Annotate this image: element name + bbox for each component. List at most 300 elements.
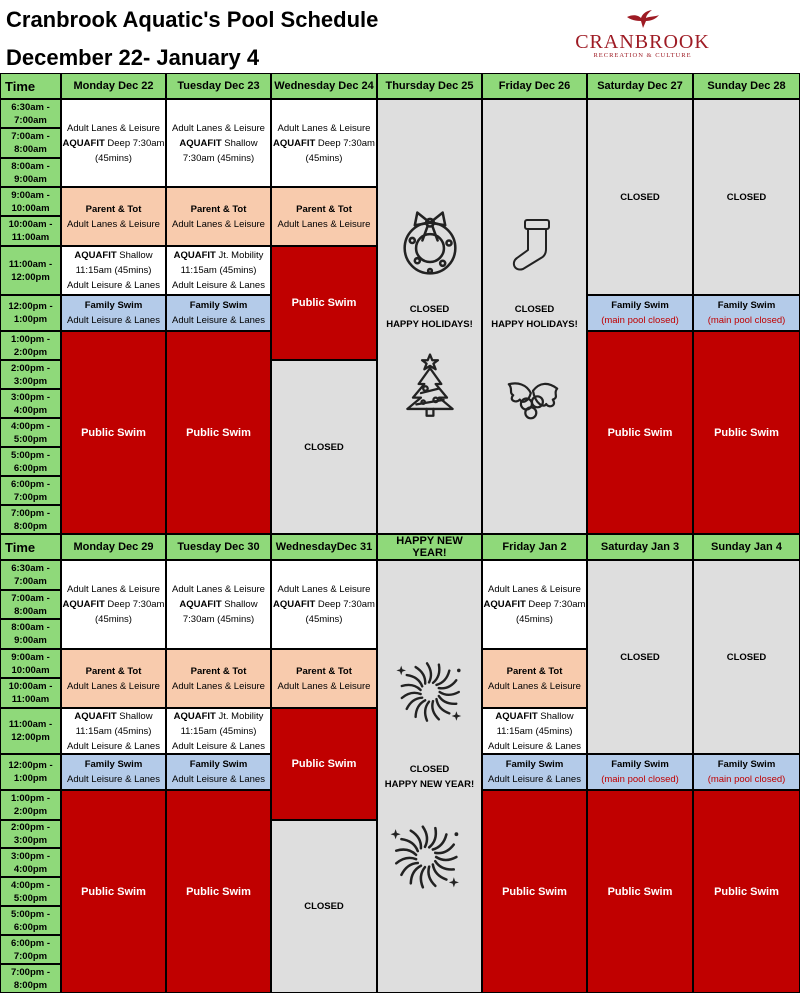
time-column-header: Time: [0, 534, 61, 560]
text-part: 11:15am (45mins): [180, 265, 257, 276]
new-year-closed-block: [377, 560, 482, 993]
time-slot-start: 11:00am -: [8, 719, 53, 730]
text-part: Parent & Tot: [296, 203, 352, 215]
schedule-text: [292, 758, 357, 770]
time-slot-end: 6:00pm: [13, 462, 48, 474]
public-swim-block: [166, 331, 271, 534]
text-part: Public Swim: [502, 885, 567, 898]
text-part: Public Swim: [714, 885, 779, 898]
schedule-text: [181, 263, 257, 278]
schedule-text: [67, 121, 160, 136]
text-part: CLOSED: [409, 303, 450, 315]
time-slot-start: 4:00pm -: [10, 420, 51, 432]
schedule-text: [190, 757, 248, 772]
text-part: CLOSED: [620, 651, 660, 663]
schedule-text: [191, 202, 247, 217]
text-part: Adult Lanes & Leisure: [277, 122, 371, 134]
family-swim-block: [166, 754, 271, 790]
closed-block: [693, 560, 800, 754]
schedule-text: [488, 582, 581, 597]
time-slot: [0, 935, 61, 964]
text-part: Public Swim: [291, 758, 357, 770]
adult-lanes-block: [61, 560, 166, 649]
text-part: Adult Leisure & Lanes: [172, 280, 265, 291]
family-swim-block: [693, 295, 800, 331]
text-part: Parent & Tot: [85, 665, 142, 677]
time-slot-start: 10:00am -: [8, 681, 53, 692]
time-slot: [0, 128, 61, 158]
schedule-text: [708, 772, 786, 787]
schedule-text: [172, 121, 265, 136]
text-part: Adult Leisure & Lanes: [67, 774, 160, 785]
schedule-text: [67, 313, 160, 328]
time-slot-start: 4:00pm -: [10, 879, 51, 891]
public-swim-block: [693, 790, 800, 993]
family-swim-block: [693, 754, 800, 790]
schedule-text: [718, 298, 776, 313]
time-slot-start: 2:00pm -: [10, 822, 51, 833]
text-part: Public Swim: [186, 885, 251, 898]
aquafit-block: [482, 708, 587, 754]
text-part: (main pool closed): [707, 315, 786, 326]
time-slot-start: 5:00pm -: [10, 449, 51, 461]
schedule-text: [85, 757, 143, 772]
time-slot-end: 5:00pm: [13, 433, 48, 445]
adult-lanes-block: [166, 99, 271, 187]
text-part: Shallow: [221, 599, 258, 610]
text-part: Adult Lanes & Leisure: [172, 584, 265, 595]
schedule-text: [67, 739, 160, 754]
day-header: Sunday Dec 28: [693, 73, 800, 99]
text-part: Adult Lanes & Leisure: [67, 122, 160, 134]
time-slot-start: 7:00pm -: [10, 966, 51, 978]
day-header: Thursday Dec 25: [377, 73, 482, 99]
time-slot: [0, 560, 61, 590]
schedule-text: [172, 313, 265, 328]
time-slot-start: 1:00pm -: [10, 333, 51, 345]
parent-tot-block: [271, 649, 377, 708]
public-swim-block: [61, 331, 166, 534]
adult-lanes-block: [482, 560, 587, 649]
text-part: 7:30am (45mins): [182, 152, 255, 164]
day-header: Tuesday Dec 23: [166, 73, 271, 99]
time-slot-end: 9:00am: [14, 635, 47, 646]
text-part: Family Swim: [189, 300, 248, 311]
time-slot: [0, 187, 61, 216]
parent-tot-block: [482, 649, 587, 708]
text-part: Family Swim: [611, 300, 669, 311]
schedule-text: [74, 709, 152, 724]
text-part: Shallow: [116, 250, 153, 261]
public-swim-block: [482, 790, 587, 993]
schedule-text: [488, 772, 581, 787]
adult-lanes-block: [271, 99, 377, 187]
schedule-text: [86, 202, 142, 217]
text-part: Family Swim: [717, 300, 776, 311]
schedule-text: [727, 650, 767, 665]
schedule-text: [95, 151, 132, 166]
schedule-week-1: [0, 73, 800, 534]
time-slot-start: 7:00am -: [11, 592, 50, 604]
aquafit-label: AQUAFIT: [173, 710, 216, 722]
aquafit-label: AQUAFIT: [173, 250, 216, 261]
time-slot: [0, 708, 61, 754]
logo-brand-name: CRANBROOK: [575, 31, 710, 53]
schedule-text: [174, 248, 264, 263]
time-slot-start: 8:00am -: [11, 160, 50, 172]
text-part: Public Swim: [607, 885, 673, 898]
schedule-text: [714, 886, 779, 898]
text-part: Family Swim: [717, 759, 776, 770]
time-slot-start: 7:00am -: [11, 131, 50, 142]
fireworks-icon: [392, 656, 468, 728]
schedule-text: [620, 650, 660, 665]
text-part: Adult Leisure & Lanes: [67, 315, 160, 326]
time-slot-start: 10:00am -: [8, 219, 53, 230]
time-slot-end: 11:00am: [11, 694, 50, 705]
time-slot: [0, 678, 61, 708]
time-slot: [0, 447, 61, 476]
schedule-text: [608, 427, 673, 439]
schedule-text: [491, 317, 578, 332]
time-slot-end: 4:00pm: [13, 863, 48, 875]
public-swim-block: [271, 708, 377, 820]
text-part: Adult Lanes & Leisure: [172, 218, 265, 230]
time-slot: [0, 906, 61, 935]
schedule-text: [76, 263, 152, 278]
schedule-text: [183, 151, 254, 166]
family-swim-block: [587, 754, 693, 790]
time-slot-start: 11:00am -: [8, 258, 53, 270]
text-part: CLOSED: [514, 303, 555, 315]
text-part: Adult Lanes & Leisure: [67, 218, 160, 230]
time-slot-end: 2:00pm: [13, 346, 48, 358]
time-slot-end: 12:00pm: [11, 271, 50, 283]
time-slot-end: 6:00pm: [13, 921, 48, 933]
text-part: Jt. Mobility: [215, 250, 264, 261]
schedule-text: [507, 664, 563, 679]
parent-tot-block: [61, 187, 166, 246]
schedule-text: [484, 597, 586, 612]
time-slot: [0, 360, 61, 389]
aquafit-label: AQUAFIT: [62, 599, 105, 610]
time-slot: [0, 790, 61, 820]
aquafit-label: AQUAFIT: [495, 710, 538, 722]
text-part: Adult Lanes & Leisure: [67, 680, 160, 692]
schedule-text: [495, 709, 573, 724]
schedule-text: [608, 886, 673, 898]
family-swim-block: [61, 754, 166, 790]
schedule-text: [410, 762, 450, 777]
time-slot-end: 4:00pm: [13, 404, 48, 416]
day-header: Wednesday Dec 24: [271, 73, 377, 99]
schedule-text: [172, 278, 265, 293]
schedule-text: [273, 136, 375, 151]
schedule-text: [76, 724, 152, 739]
text-part: Parent & Tot: [296, 665, 352, 677]
schedule-text: [292, 297, 357, 309]
time-slot-start: 8:00am -: [11, 622, 50, 633]
time-slot: [0, 590, 61, 619]
text-part: Family Swim: [189, 759, 248, 770]
text-part: (45mins): [95, 152, 132, 164]
text-part: HAPPY HOLIDAYS!: [491, 318, 578, 330]
time-slot-start: 5:00pm -: [10, 908, 51, 920]
text-part: CLOSED: [620, 191, 660, 203]
schedule-text: [191, 664, 247, 679]
time-slot-end: 10:00am: [11, 664, 50, 676]
schedule-text: [63, 597, 165, 612]
schedule-text: [190, 298, 248, 313]
time-slot: [0, 99, 61, 128]
text-part: Public Swim: [291, 297, 357, 309]
schedule-text: [506, 757, 564, 772]
text-part: Public Swim: [81, 426, 146, 439]
parent-tot-block: [271, 187, 377, 246]
schedule-text: [304, 899, 344, 914]
schedule-text: [67, 582, 160, 597]
time-slot-end: 8:00am: [14, 144, 47, 155]
schedule-text: [488, 679, 581, 694]
text-part: Family Swim: [505, 759, 564, 770]
text-part: Family Swim: [84, 300, 143, 311]
public-swim-block: [693, 331, 800, 534]
text-part: Deep 7:30am: [104, 137, 165, 149]
time-slot-end: 3:00pm: [13, 835, 48, 846]
parent-tot-block: [61, 649, 166, 708]
text-part: Adult Leisure & Lanes: [67, 740, 160, 752]
christmas-tree-icon: [396, 346, 464, 422]
schedule-text: [174, 709, 264, 724]
schedule-text: [172, 582, 265, 597]
aquafit-block: [61, 246, 166, 295]
day-header: Monday Dec 22: [61, 73, 166, 99]
time-slot: [0, 331, 61, 360]
family-swim-block: [587, 295, 693, 331]
text-part: CLOSED: [304, 901, 344, 912]
time-slot: [0, 754, 61, 790]
stocking-icon: [505, 210, 565, 282]
aquafit-label: AQUAFIT: [74, 710, 117, 722]
public-swim-block: [271, 246, 377, 360]
adult-lanes-block: [166, 560, 271, 649]
aquafit-label: AQUAFIT: [62, 137, 105, 149]
time-slot-start: 12:00pm -: [8, 301, 53, 312]
text-part: Adult Leisure & Lanes: [172, 315, 265, 326]
text-part: Shallow: [537, 710, 574, 722]
time-slot-end: 7:00pm: [13, 491, 48, 503]
schedule-text: [172, 772, 265, 787]
holly-icon: [493, 360, 573, 426]
time-slot: [0, 295, 61, 331]
text-part: Adult Lanes & Leisure: [67, 584, 160, 595]
day-header: Saturday Jan 3: [587, 534, 693, 560]
time-slot-end: 2:00pm: [13, 806, 48, 817]
time-slot: [0, 619, 61, 649]
text-part: 7:30am (45mins): [182, 614, 255, 625]
page-subtitle-dates: December 22- January 4: [6, 45, 260, 70]
time-slot-start: 3:00pm -: [10, 391, 51, 403]
text-part: Parent & Tot: [85, 203, 142, 215]
wreath-icon: [392, 205, 468, 281]
schedule-text: [172, 739, 265, 754]
schedule-text: [611, 298, 669, 313]
schedule-text: [63, 136, 165, 151]
holiday-closed-block: [377, 99, 482, 534]
text-part: Adult Lanes & Leisure: [277, 218, 371, 230]
closed-block: [693, 99, 800, 295]
time-slot: [0, 158, 61, 187]
closed-block: [587, 99, 693, 295]
aquafit-label: AQUAFIT: [74, 250, 117, 261]
schedule-text: [516, 612, 553, 627]
time-slot-start: 6:30am -: [11, 563, 50, 574]
time-slot-start: 9:00am -: [11, 651, 50, 663]
parent-tot-block: [166, 187, 271, 246]
time-slot: [0, 964, 61, 993]
aquafit-label: AQUAFIT: [179, 137, 222, 149]
schedule-text: [718, 757, 776, 772]
time-slot: [0, 476, 61, 505]
schedule-week-2: [0, 534, 800, 993]
day-header: Tuesday Dec 30: [166, 534, 271, 560]
schedule-text: [81, 427, 146, 439]
time-slot: [0, 389, 61, 418]
schedule-text: [502, 886, 567, 898]
schedule-text: [278, 582, 371, 597]
text-part: CLOSED: [304, 441, 344, 453]
schedule-text: [186, 886, 251, 898]
text-part: Deep 7:30am: [315, 599, 375, 610]
text-part: (main pool closed): [601, 315, 679, 326]
text-part: 11:15am (45mins): [180, 725, 257, 737]
schedule-text: [601, 772, 679, 787]
schedule-text: [85, 298, 143, 313]
text-part: Deep 7:30am: [525, 599, 586, 610]
time-slot-end: 9:00am: [14, 173, 47, 185]
page-header: [0, 0, 800, 73]
time-slot: [0, 820, 61, 848]
text-part: 11:15am (45mins): [75, 265, 152, 276]
day-header: Friday Dec 26: [482, 73, 587, 99]
schedule-text: [181, 724, 257, 739]
time-slot: [0, 649, 61, 678]
aquafit-block: [166, 708, 271, 754]
schedule-text: [601, 313, 679, 328]
text-part: Parent & Tot: [506, 665, 563, 677]
text-part: Adult Leisure & Lanes: [172, 774, 265, 785]
schedule-text: [183, 612, 254, 627]
time-slot-end: 8:00am: [14, 605, 47, 617]
time-slot: [0, 848, 61, 877]
public-swim-block: [166, 790, 271, 993]
schedule-text: [179, 136, 257, 151]
family-swim-block: [166, 295, 271, 331]
schedule-text: [611, 757, 669, 772]
schedule-text: [278, 679, 371, 694]
schedule-text: [296, 202, 352, 217]
day-header: Sunday Jan 4: [693, 534, 800, 560]
adult-lanes-block: [61, 99, 166, 187]
schedule-text: [278, 217, 371, 232]
text-part: Family Swim: [84, 759, 143, 770]
text-part: (main pool closed): [707, 774, 786, 785]
text-part: Public Swim: [186, 426, 251, 439]
aquafit-label: AQUAFIT: [273, 137, 316, 149]
time-slot-end: 5:00pm: [13, 892, 48, 904]
schedule-text: [95, 612, 132, 627]
public-swim-block: [587, 790, 693, 993]
family-swim-block: [482, 754, 587, 790]
logo-tagline: RECREATION & CULTURE: [593, 52, 692, 59]
text-part: Adult Lanes & Leisure: [488, 680, 581, 692]
schedule-text: [172, 679, 265, 694]
text-part: HAPPY NEW YEAR!: [384, 778, 475, 790]
text-part: Adult Lanes & Leisure: [488, 584, 581, 595]
fireworks-icon: [386, 819, 466, 895]
schedule-text: [708, 313, 786, 328]
text-part: Adult Lanes & Leisure: [172, 122, 265, 134]
time-slot-end: 1:00pm: [13, 314, 48, 325]
text-part: (45mins): [95, 614, 132, 625]
text-part: 11:15am (45mins): [75, 725, 152, 737]
time-slot-end: 7:00pm: [13, 950, 48, 962]
text-part: CLOSED: [409, 763, 450, 775]
text-part: Public Swim: [81, 885, 146, 898]
text-part: Adult Lanes & Leisure: [172, 680, 265, 692]
text-part: 11:15am (45mins): [496, 725, 573, 737]
time-slot-end: 11:00am: [11, 232, 50, 243]
day-header: Saturday Dec 27: [587, 73, 693, 99]
day-header: Monday Dec 29: [61, 534, 166, 560]
public-swim-block: [587, 331, 693, 534]
time-slot: [0, 505, 61, 534]
day-header: WednesdayDec 31: [271, 534, 377, 560]
text-part: HAPPY HOLIDAYS!: [386, 318, 473, 330]
text-part: Deep 7:30am: [104, 599, 165, 610]
schedule-text: [497, 724, 573, 739]
text-part: (45mins): [305, 614, 343, 625]
schedule-text: [67, 772, 160, 787]
schedule-text: [714, 427, 779, 439]
day-header: HAPPY NEW YEAR!: [377, 534, 482, 560]
day-header: Friday Jan 2: [482, 534, 587, 560]
time-slot: [0, 216, 61, 246]
time-column-header: Time: [0, 73, 61, 99]
adult-lanes-block: [271, 560, 377, 649]
closed-block: [587, 560, 693, 754]
time-slot-start: 6:00pm -: [10, 937, 51, 949]
time-slot-start: 2:00pm -: [10, 362, 51, 374]
text-part: Parent & Tot: [190, 203, 247, 215]
schedule-text: [304, 440, 344, 455]
schedule-text: [172, 217, 265, 232]
text-part: Adult Lanes & Leisure: [277, 584, 371, 595]
time-slot-end: 10:00am: [11, 202, 50, 214]
schedule-text: [385, 777, 474, 792]
text-part: (main pool closed): [601, 774, 679, 785]
aquafit-label: AQUAFIT: [273, 599, 316, 610]
closed-block: [271, 360, 377, 534]
time-slot-start: 3:00pm -: [10, 850, 51, 862]
page-title: Cranbrook Aquatic's Pool Schedule: [6, 7, 379, 32]
time-slot-end: 12:00pm: [11, 732, 50, 743]
schedule-text: [67, 679, 160, 694]
aquafit-block: [61, 708, 166, 754]
time-slot-end: 7:00am: [14, 576, 47, 587]
schedule-text: [296, 664, 352, 679]
aquafit-label: AQUAFIT: [179, 599, 222, 610]
